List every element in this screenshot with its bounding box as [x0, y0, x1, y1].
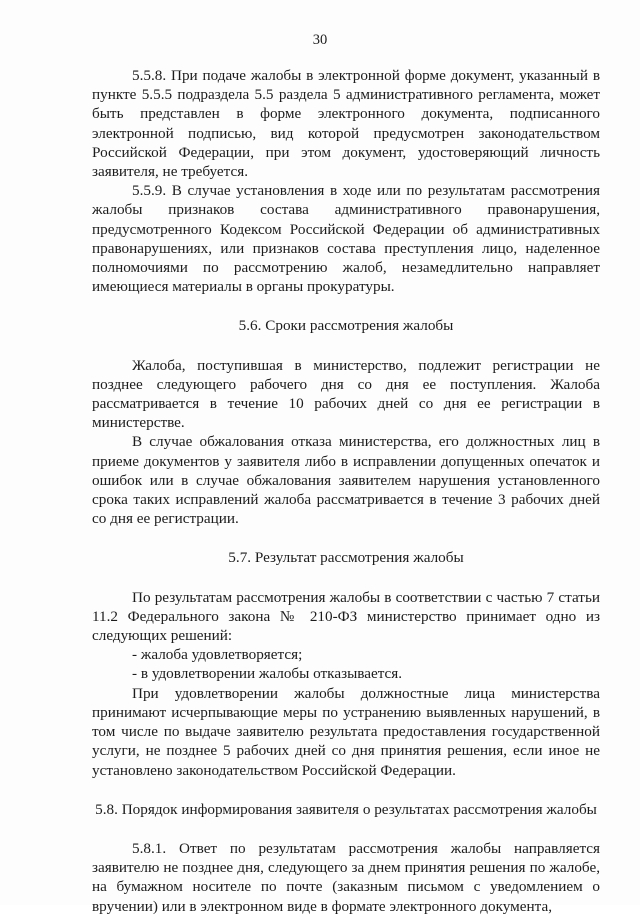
document-body: [92, 66, 600, 916]
paragraph-registration: Жалоба, поступившая в министерство, подлежит регистрации не позднее следующего рабочего дня со дня ее поступления. Жалоба рассматривается в течение 10 рабочих дней со дня ее регистрации в министерстве.: [92, 356, 600, 432]
paragraph-5-5-9: 5.5.9. В случае установления в ходе или по результатам рассмотрения жалобы признаков состава административного правонарушения, предусмотренного Кодексом Российской Федерации об административных правонарушениях, или признаков состава преступления лицо, наделенное полномочиями по рассмотрению жалоб, незамедлительно направляет имеющиеся материалы в органы прокуратуры.: [92, 182, 600, 296]
paragraph-decisions: По результатам рассмотрения жалобы в соответствии с частью 7 статьи 11.2 Федерального закона № 210-ФЗ министерство принимает одно из следующих решений:: [92, 588, 600, 645]
section-heading-5-7: 5.7. Результат рассмотрения жалобы: [228, 549, 464, 567]
paragraph-5-8-1: 5.8.1. Ответ по результатам рассмотрения жалобы направляется заявителю не позднее дня, следующего за днем принятия решения по жалобе, на бумажном носителе по почте (заказным письмом с уведомлением о вручении) или в электронном виде в формате электронного документа,: [92, 839, 600, 915]
list-item-refused: - в удовлетворении жалобы отказывается.: [132, 665, 403, 683]
page-number: 30: [312, 32, 328, 48]
section-heading-5-8: 5.8. Порядок информирования заявителя о результатах рассмотрения жалобы: [95, 800, 597, 818]
paragraph-appeal-refusal: В случае обжалования отказа министерства, его должностных лиц в приеме документов у заявителя либо в исправлении допущенных опечаток и ошибок или в случае обжалования заявителем нарушения установленного срока таких исправлений жалоба рассматривается в течение 3 рабочих дней со дня ее регистрации.: [92, 433, 600, 528]
paragraph-5-5-8: 5.5.8. При подаче жалобы в электронной форме документ, указанный в пункте 5.5.5 подраздела 5.5 раздела 5 административного регламента, может быть представлен в форме электронного документа, подписанного электронной подписью, вид которой предусмотрен законодательством Российской Федерации, при этом документ, удостоверяющий личность заявителя, не требуется.: [92, 67, 600, 181]
paragraph-measures: При удовлетворении жалобы должностные лица министерства принимают исчерпывающие меры по устранению выявленных нарушений, в том числе по выдаче заявителю результата предоставления государственной услуги, не позднее 5 рабочих дней со дня принятия решения, если иное не установлено законодательством Российской Федерации.: [92, 684, 600, 779]
section-heading-5-6: 5.6. Сроки рассмотрения жалобы: [238, 317, 454, 335]
list-item-satisfied: - жалоба удовлетворяется;: [132, 646, 303, 664]
